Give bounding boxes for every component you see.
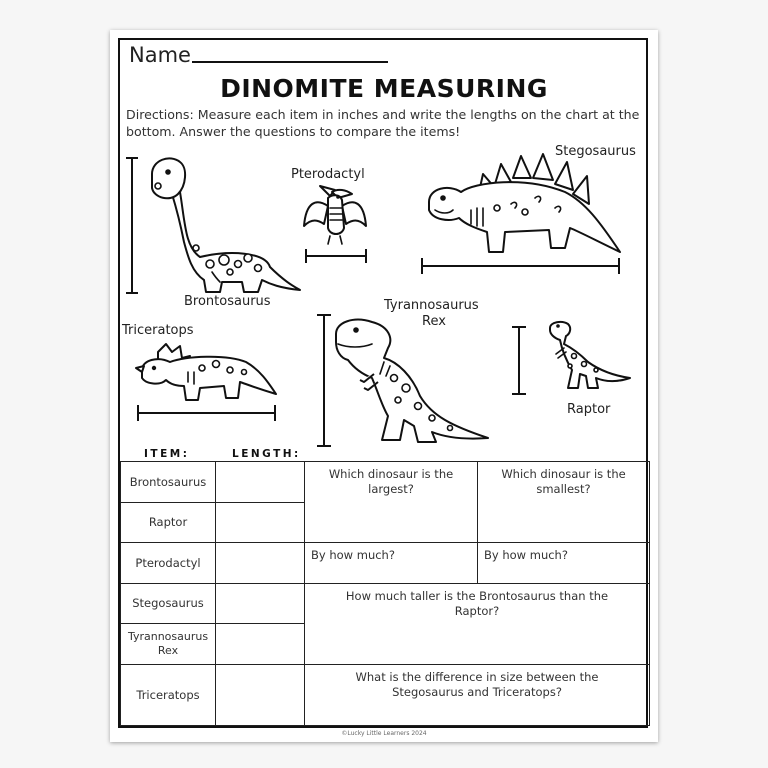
item-cell-pterodactyl: Pterodactyl (121, 543, 216, 584)
raptor-label: Raptor (567, 402, 611, 417)
length-column-header: LENGTH: (232, 448, 301, 460)
item-cell-raptor: Raptor (121, 503, 216, 543)
item-cell-tyrannosaurus: Tyrannosaurus Rex (121, 624, 216, 665)
question-by-how-much-smallest[interactable]: By how much? (478, 543, 650, 584)
length-cell-raptor[interactable] (216, 503, 305, 543)
item-column-header: ITEM: (144, 448, 190, 460)
question-largest[interactable]: Which dinosaur is the largest? (305, 462, 478, 543)
raptor-measure-bar (518, 326, 520, 394)
stegosaurus-measure-bar (422, 265, 620, 267)
item-cell-triceratops: Triceratops (121, 665, 216, 726)
worksheet-title: DINOMITE MEASURING (220, 74, 548, 103)
tyrannosaurus-illustration (332, 316, 492, 444)
measurement-chart (120, 461, 650, 726)
question-difference-text: What is the difference in size between the Stegosaurus and Triceratops? (355, 670, 599, 699)
tyrannosaurus-measure-bar (323, 314, 325, 446)
stegosaurus-illustration (415, 152, 625, 262)
pterodactyl-label: Pterodactyl (291, 167, 365, 182)
item-cell-brontosaurus: Brontosaurus (121, 462, 216, 503)
raptor-illustration (544, 320, 632, 390)
length-cell-tyrannosaurus[interactable] (216, 624, 305, 665)
copyright-footer: ©Lucky Little Learners 2024 (341, 730, 427, 737)
triceratops-measure-bar (138, 412, 275, 414)
triceratops-illustration (136, 342, 276, 402)
worksheet-page (110, 30, 658, 742)
length-cell-brontosaurus[interactable] (216, 462, 305, 503)
brontosaurus-illustration (140, 152, 310, 292)
question-taller[interactable] (305, 584, 650, 665)
name-label: Name (129, 43, 191, 67)
question-difference[interactable] (305, 665, 650, 726)
length-cell-pterodactyl[interactable] (216, 543, 305, 584)
item-cell-stegosaurus: Stegosaurus (121, 584, 216, 624)
brontosaurus-measure-bar (131, 157, 133, 293)
pterodactyl-measure-bar (306, 255, 366, 257)
name-line[interactable] (192, 61, 388, 63)
length-cell-triceratops[interactable] (216, 665, 305, 726)
question-by-how-much-largest[interactable]: By how much? (305, 543, 478, 584)
question-smallest[interactable]: Which dinosaur is the smallest? (478, 462, 650, 543)
tyrannosaurus-label-line2: Rex (422, 314, 446, 329)
stegosaurus-label: Stegosaurus (555, 144, 636, 159)
question-taller-text: How much taller is the Brontosaurus than the Raptor? (345, 589, 609, 618)
triceratops-label: Triceratops (122, 323, 194, 338)
brontosaurus-label: Brontosaurus (184, 294, 271, 309)
length-cell-stegosaurus[interactable] (216, 584, 305, 624)
directions-text: Directions: Measure each item in inches and write the lengths on the chart at the bottom. Answer the questions to compare the items! (126, 107, 640, 139)
tyrannosaurus-label-line1: Tyrannosaurus (384, 298, 479, 313)
pterodactyl-illustration (302, 184, 368, 246)
